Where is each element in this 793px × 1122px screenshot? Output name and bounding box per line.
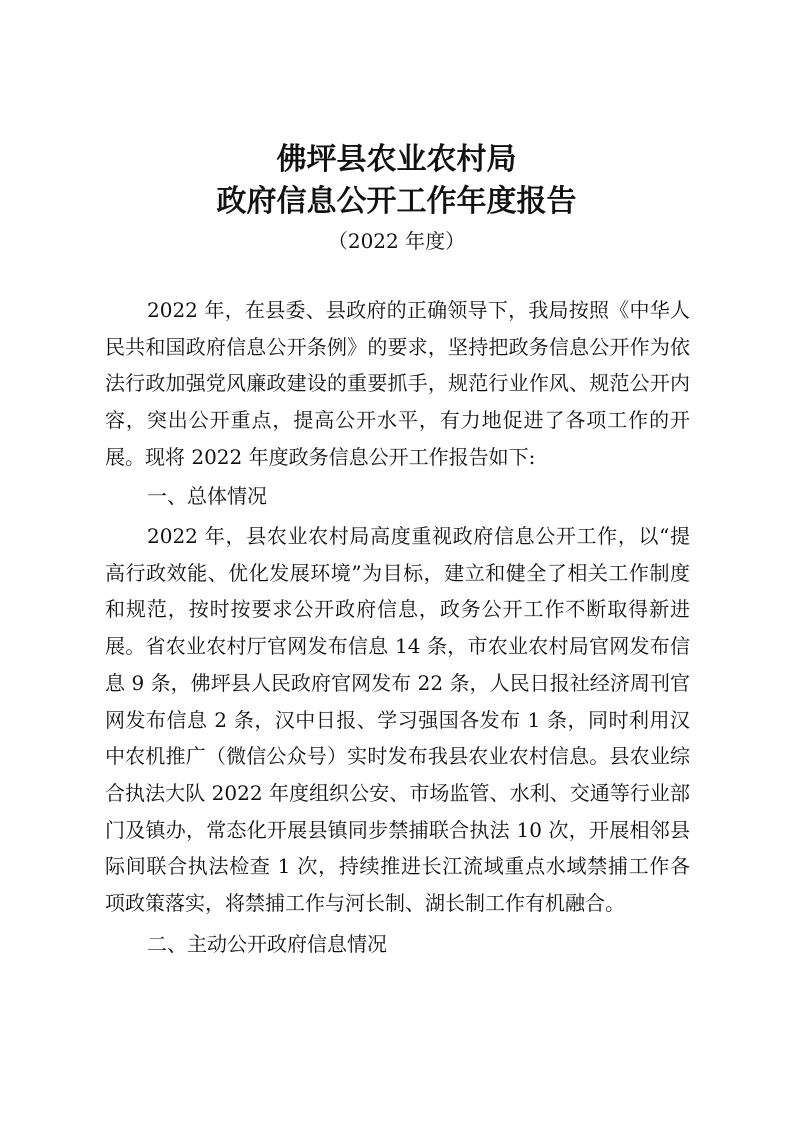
document-title-line2: 政府信息公开工作年度报告 <box>216 184 577 219</box>
intro-section <box>105 292 690 476</box>
section2-heading: 二、主动公开政府信息情况 <box>147 932 387 956</box>
document-title-line1: 佛坪县农业农村局 <box>276 142 517 177</box>
document-subtitle: （2022 年度） <box>327 229 466 253</box>
section1-paragraph: 2022 年，县农业农村局高度重视政府信息公开工作，以“提高行政效能、优化发展环境”为目标，建立和健全了相关工作制度和规范，按时按要求公开政府信息，政务公开工作不断取得新进展。省农业农村厅官网发布信息 14 条，市农业农村局官网发布信息 9 条，佛坪县人民政府官网发布 22 条，人民日报社经济周刊官网发布信息 2 条，汉中日报、学习强国各发布 1 条，同时利用汉中农机推广（微信公众号）实时发布我县农业农村信息。县农业综合执法大队 2022 年度组织公安、市场监管、水利、交通等行业部门及镇办，常态化开展县镇同步禁捕联合执法 10 次，开展相邻县际间联合执法检查 1 次，持续推进长江流域重点水域禁捕工作各项政策落实，将禁捕工作与河长制、湖长制工作有机融合。 <box>105 524 690 916</box>
intro-paragraph: 2022 年，在县委、县政府的正确领导下，我局按照《中华人民共和国政府信息公开条例》的要求，坚持把政务信息公开作为依法行政加强党风廉政建设的重要抓手，规范行业作风、规范公开内容，突出公开重点，提高公开水平，有力地促进了各项工作的开展。现将 2022 年度政务信息公开工作报告如下: <box>105 298 690 469</box>
section1-heading: 一、总体情况 <box>147 484 267 508</box>
section1-body <box>105 518 690 922</box>
